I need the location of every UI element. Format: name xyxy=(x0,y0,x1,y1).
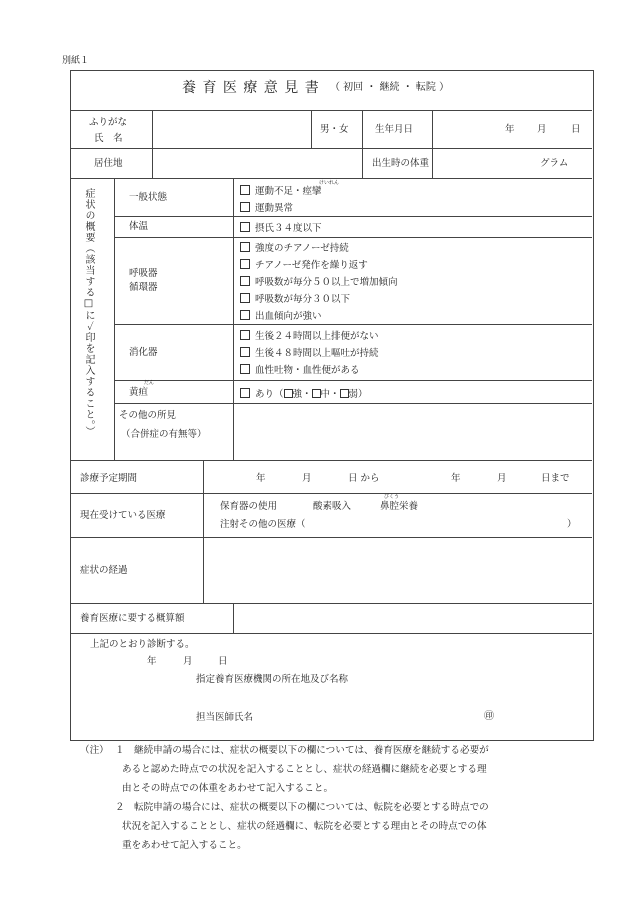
note-2-number: ２ xyxy=(115,802,125,813)
note-2-line-2: 状況を記入することとし、症状の経過欄に、転院を必要とする理由とその時点での体 xyxy=(122,821,487,832)
other-findings-field[interactable] xyxy=(234,404,591,460)
diagnosis-day: 日 xyxy=(218,656,228,667)
injection-close-paren: ） xyxy=(567,519,577,530)
checkbox-icon[interactable] xyxy=(240,310,250,320)
other-findings-label: その他の所見 xyxy=(119,410,177,421)
jaundice-options[interactable]: あり（ 強・ 中・ 弱） xyxy=(240,388,368,400)
schedule-until: 日まで xyxy=(541,473,570,484)
checkbox-icon[interactable] xyxy=(240,202,250,212)
respiratory-item-3[interactable]: 呼吸数が毎分５０以上で増加傾向 xyxy=(240,276,398,288)
temperature-item-1[interactable]: 摂氏３４度以下 xyxy=(240,222,322,234)
jaundice-label: 黄疸 xyxy=(129,387,149,398)
schedule-month-1: 月 xyxy=(302,473,312,484)
attachment-label: 別紙１ xyxy=(62,56,90,66)
seal-mark: ㊞ xyxy=(484,711,494,722)
doctor-name-label: 担当医師氏名 xyxy=(196,712,254,723)
checkbox-icon[interactable] xyxy=(240,185,250,195)
residence-label: 居住地 xyxy=(94,158,123,169)
checkbox-icon[interactable] xyxy=(340,389,349,398)
general-item-1[interactable]: 運動不足・痙攣 xyxy=(240,185,322,197)
respiratory-item-2[interactable]: チアノーゼ発作を繰り返す xyxy=(240,259,368,271)
name-label: 氏 名 xyxy=(94,133,123,144)
current-care-label: 現在受けている医療 xyxy=(80,510,166,521)
jaundice-ruby: だん xyxy=(144,380,155,386)
nasal-feeding-option: 鼻腔栄養 xyxy=(380,501,419,512)
form-type-options: （ 初回 ・ 継続 ・ 転院 ） xyxy=(330,82,450,93)
respiratory-item-4[interactable]: 呼吸数が毎分３０以下 xyxy=(240,293,350,305)
schedule-year-1: 年 xyxy=(256,473,266,484)
note-1-number: １ xyxy=(115,745,125,756)
checkbox-icon[interactable] xyxy=(240,347,250,357)
gender-label: 男・女 xyxy=(320,124,349,135)
name-field[interactable] xyxy=(153,111,311,148)
incubator-option: 保育器の使用 xyxy=(220,501,278,512)
notes-prefix: （注） xyxy=(80,745,109,756)
birthdate-label: 生年月日 xyxy=(375,124,414,135)
schedule-from: 日 から xyxy=(348,473,380,484)
form-title: 養 育 医 療 意 見 書 xyxy=(182,80,320,96)
schedule-year-2: 年 xyxy=(451,473,461,484)
general-state-label: 一般状態 xyxy=(129,192,168,203)
birth-weight-label: 出生時の体重 xyxy=(372,158,430,169)
circulatory-label: 循環器 xyxy=(129,282,158,293)
general-item-2[interactable]: 運動異常 xyxy=(240,202,293,214)
checkbox-icon[interactable] xyxy=(240,330,250,340)
note-1-line-3: 由とその時点での体重をあわせて記入すること。 xyxy=(122,783,334,794)
checkbox-icon[interactable] xyxy=(284,389,293,398)
residence-field[interactable] xyxy=(153,149,362,178)
oxygen-option: 酸素吸入 xyxy=(313,501,352,512)
nasal-ruby: びくう xyxy=(384,494,400,500)
convulsion-ruby: けいれん xyxy=(319,180,340,186)
birth-year-label: 年 xyxy=(505,124,515,135)
schedule-month-2: 月 xyxy=(497,473,507,484)
note-1-line-2: あると認めた時点での状況を記入することとし、症状の経過欄に継続を必要とする理 xyxy=(122,764,487,775)
institution-label: 指定養育医療機関の所在地及び名称 xyxy=(196,674,349,685)
diagnosis-month: 月 xyxy=(183,656,193,667)
digestive-item-1[interactable]: 生後２４時間以上排便がない xyxy=(240,330,379,342)
note-2-line-1: 転院申請の場合には、症状の概要以下の欄については、転院を必要とする時点での xyxy=(134,802,489,813)
diagnosis-year: 年 xyxy=(147,656,157,667)
respiratory-item-1[interactable]: 強度のチアノーゼ持続 xyxy=(240,242,349,254)
birth-month-label: 月 xyxy=(537,124,547,135)
digestive-item-3[interactable]: 血性吐物・血性便がある xyxy=(240,364,360,376)
checkbox-icon[interactable] xyxy=(240,293,250,303)
respiratory-item-5[interactable]: 出血傾向が強い xyxy=(240,310,322,322)
checkbox-icon[interactable] xyxy=(240,276,250,286)
checkbox-icon[interactable] xyxy=(240,242,250,252)
gram-unit-label: グラム xyxy=(540,158,569,169)
symptoms-side-label: 症状の概要（該当する□に✓印を記入すること。） xyxy=(83,188,94,437)
cost-label: 養育医療に要する概算額 xyxy=(80,613,185,624)
progress-field[interactable] xyxy=(204,538,591,603)
respiratory-label: 呼吸器 xyxy=(129,268,158,279)
diagnosis-statement: 上記のとおり診断する。 xyxy=(90,639,195,650)
complications-label: （合併症の有無等） xyxy=(121,429,207,440)
checkbox-icon[interactable] xyxy=(312,389,321,398)
checkbox-icon[interactable] xyxy=(240,259,250,269)
checkbox-icon[interactable] xyxy=(240,388,250,398)
birth-day-label: 日 xyxy=(571,124,581,135)
injection-option: 注射その他の医療（ xyxy=(220,519,306,530)
digestive-item-2[interactable]: 生後４８時間以上嘔吐が持続 xyxy=(240,347,379,359)
checkbox-icon[interactable] xyxy=(240,222,250,232)
progress-label: 症状の経過 xyxy=(80,565,128,576)
temperature-label: 体温 xyxy=(129,221,149,232)
furigana-label: ふりがな xyxy=(89,117,128,128)
note-1-line-1: 継続申請の場合には、症状の概要以下の欄については、養育医療を継続する必要が xyxy=(134,745,489,756)
cost-field[interactable] xyxy=(234,604,591,633)
checkbox-icon[interactable] xyxy=(240,364,250,374)
schedule-label: 診療予定期間 xyxy=(80,473,138,484)
note-2-line-3: 重をあわせて記入すること。 xyxy=(122,840,247,851)
digestive-label: 消化器 xyxy=(129,347,158,358)
